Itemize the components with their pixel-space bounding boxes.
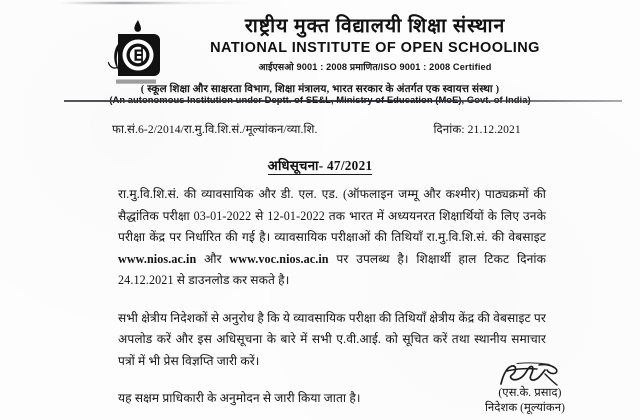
paragraph-3: यह सक्षम प्राधिकारी के अनुमोदन से जारी किया जाता है। <box>118 391 361 405</box>
paragraph-1-conjunction: और <box>196 251 230 266</box>
notification-title <box>0 156 640 174</box>
voc-nios-website-link[interactable]: www.voc.nios.ac.in <box>229 251 329 266</box>
file-number: फा.सं.6-2/2014/रा.मु.वि.शि.सं./मूल्यांकन/व्या.शि. <box>112 123 318 136</box>
reference-row <box>112 122 620 137</box>
organisation-titles <box>150 16 600 73</box>
document-date <box>434 122 521 137</box>
date-label: दिनांक: <box>433 123 465 136</box>
paragraph-1 <box>118 184 546 292</box>
nios-website-link[interactable]: www.nios.ac.in <box>118 251 197 266</box>
org-name-hindi: राष्ट्रीय मुक्त विद्यालयी शिक्षा संस्थान <box>244 16 506 37</box>
signatory-designation: निदेशक (मूल्यांकन) <box>484 402 566 414</box>
scan-artifact <box>60 2 250 4</box>
paragraph-2: सभी क्षेत्रीय निदेशकों से अनुरोध है कि ये व्यावसायिक परीक्षा की तिथियाँ क्षेत्रीय केंद्र की वेबसाइट पर अपलोड करें और इस अधिसूचना के बारे में सभी ए.वी.आई. को सूचित करें तथा स्थानीय समाचार पत्रों में भी प्रेस विज्ञप्ति जारी करें। <box>118 310 546 368</box>
handwritten-signature-icon <box>446 362 614 388</box>
iso-certification-line: आईएसओ 9001 : 2008 प्रमाणित/ISO 9001 : 2008 Certified <box>258 61 492 72</box>
notification-title-text: अधिसूचना- 47/2021 <box>267 158 373 173</box>
date-value: 21.12.2021 <box>467 123 521 136</box>
org-name-english: NATIONAL INSTITUTE OF OPEN SCHOOLING <box>210 40 540 57</box>
letterhead-header <box>0 14 640 94</box>
paragraph-1-text-a: रा.मु.वि.शि.सं. की व्यावसायिक और डी. एल. एड. (ऑफलाइन जम्मू और कश्मीर) पाठ्यक्रमों की सैद्धांतिक परीक्षा 03-01-2022 से 12-01-2022 तक भारत में अध्ययनरत शिक्षार्थियों के लिए उनके परीक्षा केंद्र पर निर्धारित की गई है। व्यावसायिक परीक्षाओं की तिथियाँ रा.मु.वि.शि.सं. की वेबसाइट <box>118 187 546 244</box>
department-line-hindi: ( स्कूल शिक्षा और साक्षरता विभाग, शिक्षा मंत्रालय, भारत सरकार के अंतर्गत एक स्वायत्त संस्था ) <box>140 84 500 95</box>
signature-block <box>446 362 614 416</box>
header-divider <box>64 100 622 102</box>
signatory-name: (एस.के. प्रसाद) <box>498 387 562 399</box>
paragraph-1-text-b: पर उपलब्ध है। शिक्षार्थी हाल टिकट दिनांक 24.12.2021 से डाउनलोड कर सकते है। <box>118 251 546 287</box>
